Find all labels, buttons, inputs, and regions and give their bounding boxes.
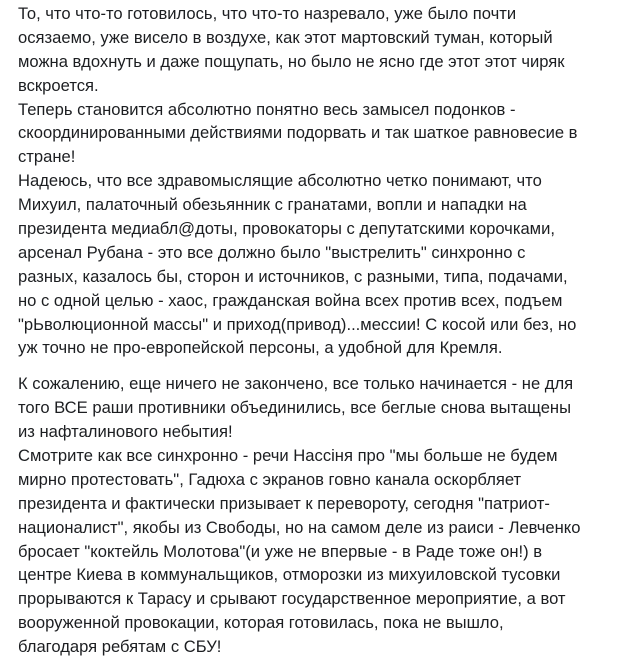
post-text: [18, 2, 624, 659]
text-line: вскроется.: [18, 75, 99, 95]
text-line: стране!: [18, 147, 76, 167]
text-line: К сожалению, еще ничего не закончено, все только начинается - не для: [18, 374, 574, 394]
text-line: центре Киева в коммунальщиков, отморозки из михуиловской тусовки: [18, 565, 561, 585]
text-line: можна вдохнуть и даже пощупать, но было не ясно где этот этот чиряк: [18, 51, 565, 71]
text-line: но с одной целью - хаос, гражданская война всех против всех, подъем: [18, 290, 563, 310]
text-line: осязаемо, уже висело в воздухе, как этот мартовский туман, который: [18, 27, 553, 47]
text-line: мирно протестовать", Гадюха с экранов говно канала оскорбляет: [18, 469, 522, 489]
text-line: бросает "коктейль Молотова"(и уже не впервые - в Раде тоже он!) в: [18, 541, 543, 561]
text-line: того ВСЕ раши противники объединились, все беглые снова вытащены: [18, 398, 572, 418]
text-line: разных, казалось бы, сторон и источников, с разными, типа, подачами,: [18, 266, 568, 286]
text-line: уж точно не про-европейской персоны, а удобной для Кремля.: [18, 338, 503, 358]
text-line: президента медиабл@доты, провокаторы с депутатскими корочками,: [18, 219, 555, 239]
text-line: арсенал Рубана - это все должно было "выстрелить" синхронно с: [18, 242, 526, 262]
text-line: скоординированными действиями подорвать и так шаткое равновесие в: [18, 123, 578, 143]
paragraph-1: [18, 2, 624, 98]
text-line: прорываются к Тарасу и срывают государственное мероприятие, а вот: [18, 589, 566, 609]
text-line: "рЬволюционной массы" и приход(привод)...мессии! С косой или без, но: [18, 314, 577, 334]
text-line: Михуил, палаточный обезьянник с гранатами, вопли и нападки на: [18, 195, 527, 215]
text-line: вооруженной провокации, которая готовилась, пока не вышло,: [18, 613, 504, 633]
text-line: из нафталинового небытия!: [18, 422, 233, 442]
text-line: благодаря ребятам с СБУ!: [18, 637, 222, 657]
paragraph-4: [18, 372, 624, 444]
text-line: Смотрите как все синхронно - речи Нассіня про "мы больше не будем: [18, 446, 558, 466]
text-line: Теперь становится абсолютно понятно весь замысел подонков -: [18, 99, 516, 119]
text-line: президента и фактически призывает к перевороту, сегодня "патриот-: [18, 493, 550, 513]
text-line: Надеюсь, что все здравомыслящие абсолютно четко понимают, что: [18, 171, 542, 191]
text-line: То, что что-то готовилось, что что-то назревало, уже было почти: [18, 4, 517, 23]
text-line: националист", якобы из Свободы, но на самом деле из раиси - Левченко: [18, 517, 581, 537]
paragraph-5: [18, 444, 624, 659]
paragraph-3: [18, 169, 624, 360]
paragraph-2: [18, 98, 624, 170]
